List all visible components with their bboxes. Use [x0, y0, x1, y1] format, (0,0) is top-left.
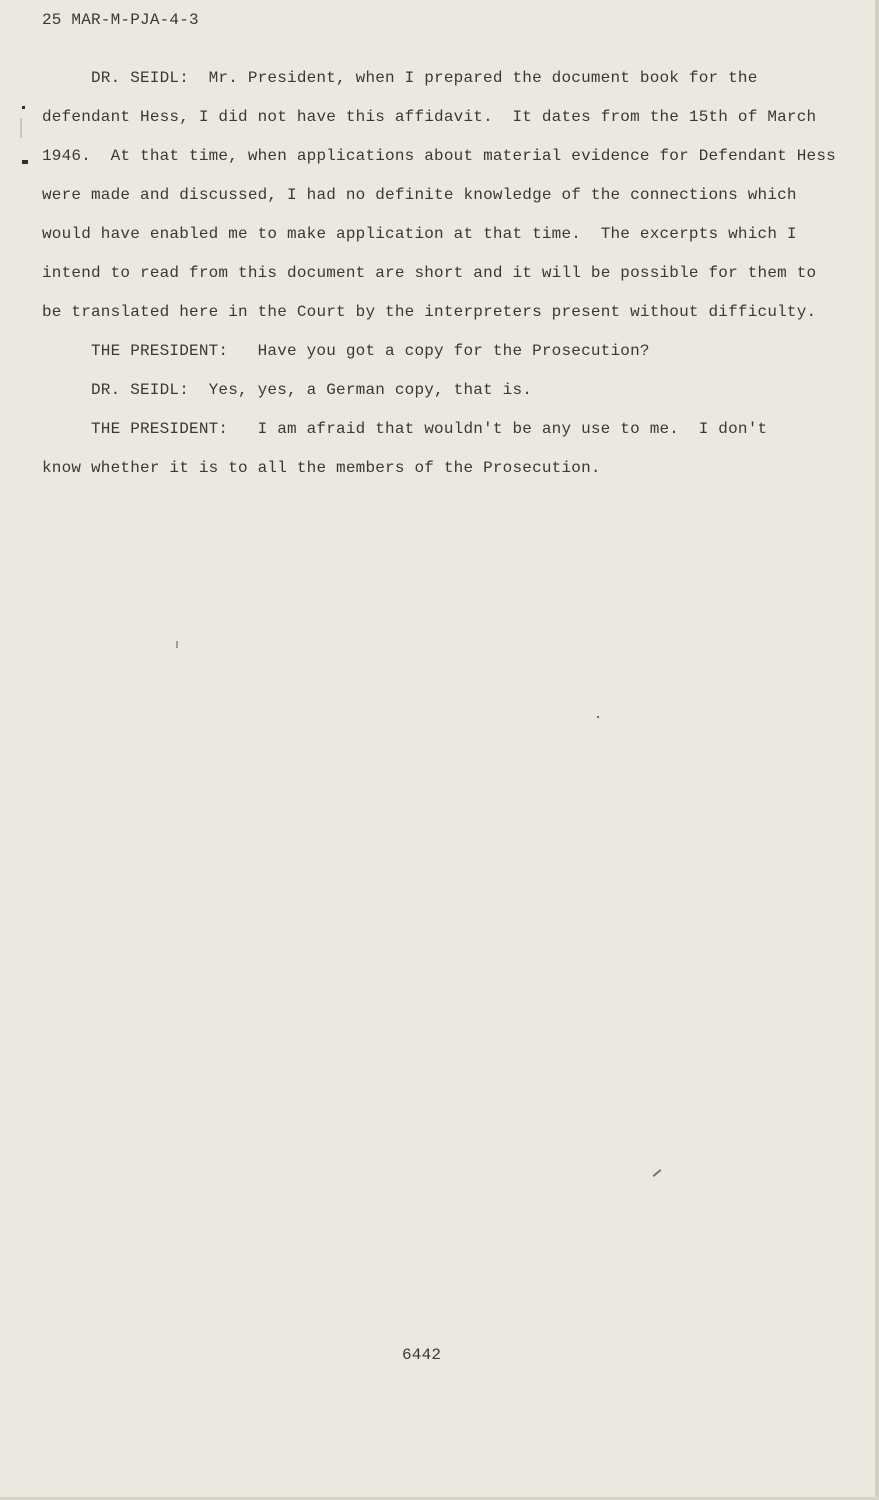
- transcript-line: intend to read from this document are short and it will be possible for them to: [42, 264, 817, 282]
- transcript-line: know whether it is to all the members of the Prosecution.: [42, 459, 601, 477]
- margin-mark: [20, 118, 22, 138]
- transcript-line: 1946. At that time, when applications about material evidence for Defendant Hess: [42, 147, 836, 165]
- transcript-line: defendant Hess, I did not have this affidavit. It dates from the 15th of March: [42, 108, 817, 126]
- transcript-line: DR. SEIDL: Mr. President, when I prepared the document book for the: [91, 69, 758, 87]
- transcript-line: DR. SEIDL: Yes, yes, a German copy, that is.: [91, 381, 533, 399]
- transcript-line: were made and discussed, I had no definite knowledge of the connections which: [42, 186, 797, 204]
- transcript-line: would have enabled me to make application at that time. The excerpts which I: [42, 225, 797, 243]
- paper-speck: [597, 716, 599, 718]
- page-edge-right: [875, 0, 879, 1500]
- transcript-line: THE PRESIDENT: Have you got a copy for the Prosecution?: [91, 342, 650, 360]
- margin-mark: [22, 106, 25, 109]
- page-number: 6442: [402, 1346, 442, 1364]
- paper-speck: [176, 641, 178, 648]
- transcript-line: THE PRESIDENT: I am afraid that wouldn't be any use to me. I don't: [91, 420, 768, 438]
- document-reference: 25 MAR-M-PJA-4-3: [42, 11, 199, 29]
- margin-mark: [22, 160, 28, 164]
- transcript-line: be translated here in the Court by the interpreters present without difficulty.: [42, 303, 817, 321]
- paper-speck: [653, 1169, 662, 1177]
